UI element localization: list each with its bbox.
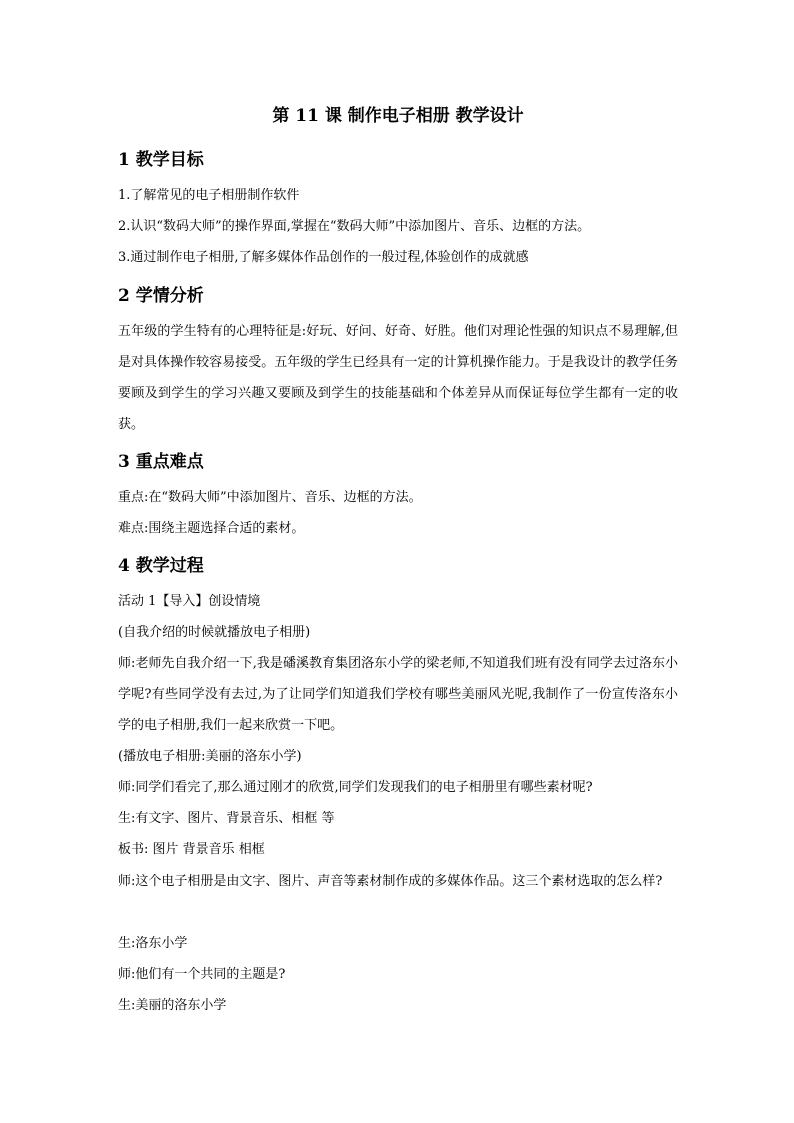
process-line: 师:他们有一个共同的主题是? <box>118 967 286 982</box>
process-line: 生:洛东小学 <box>118 936 188 951</box>
process-line: 板书: 图片 背景音乐 相框 <box>118 842 265 857</box>
activity-title: 活动 1【导入】创设情境 <box>118 594 261 609</box>
section-heading-key-points: 3 重点难点 <box>118 452 204 472</box>
process-paragraph: 师:这个电子相册是由文字、图片、声音等素材制作成的多媒体作品。这三个素材选取的怎么样? <box>118 874 663 889</box>
process-line: (自我介绍的时候就播放电子相册) <box>118 625 311 640</box>
key-point-item: 重点:在“数码大师”中添加图片、音乐、边框的方法。 <box>118 490 422 505</box>
objective-item-3: 3.通过制作电子相册,了解多媒体作品创作的一般过程,体验创作的成就感 <box>118 250 529 265</box>
process-line: 生:有文字、图片、背景音乐、相框 等 <box>118 811 335 826</box>
objective-item-2: 2.认识“数码大师”的操作界面,掌握在“数码大师”中添加图片、音乐、边框的方法。 <box>118 219 591 234</box>
analysis-paragraph: 五年级的学生特有的心理特征是:好玩、好问、好奇、好胜。他们对理论性强的知识点不易理解,但是对具体操作较容易接受。五年级的学生已经具有一定的计算机操作能力。于是我设计的教学任务要顾及到学生的学习兴趣又要顾及到学生的技能基础和个体差异从而保证每位学生都有一定的收获。 <box>118 324 678 432</box>
section-heading-analysis: 2 学情分析 <box>118 286 204 306</box>
process-paragraph: 师:老师先自我介绍一下,我是磻溪教育集团洛东小学的梁老师,不知道我们班有没有同学去过洛东小学呢?有些同学没有去过,为了让同学们知道我们学校有哪些美丽风光呢,我制作了一份宣传洛东小学的电子相册,我们一起来欣赏一下吧。 <box>118 656 678 733</box>
section-heading-objectives: 1 教学目标 <box>118 150 204 170</box>
document-title: 第 11 课 制作电子相册 教学设计 <box>272 106 524 126</box>
section-heading-process: 4 教学过程 <box>118 556 204 576</box>
process-line: (播放电子相册:美丽的洛东小学) <box>118 749 302 764</box>
difficulty-item: 难点:围绕主题选择合适的素材。 <box>118 521 305 536</box>
process-line: 生:美丽的洛东小学 <box>118 998 227 1013</box>
process-line: 师:同学们看完了,那么通过刚才的欣赏,同学们发现我们的电子相册里有哪些素材呢? <box>118 780 593 795</box>
objective-item-1: 1.了解常见的电子相册制作软件 <box>118 188 300 203</box>
